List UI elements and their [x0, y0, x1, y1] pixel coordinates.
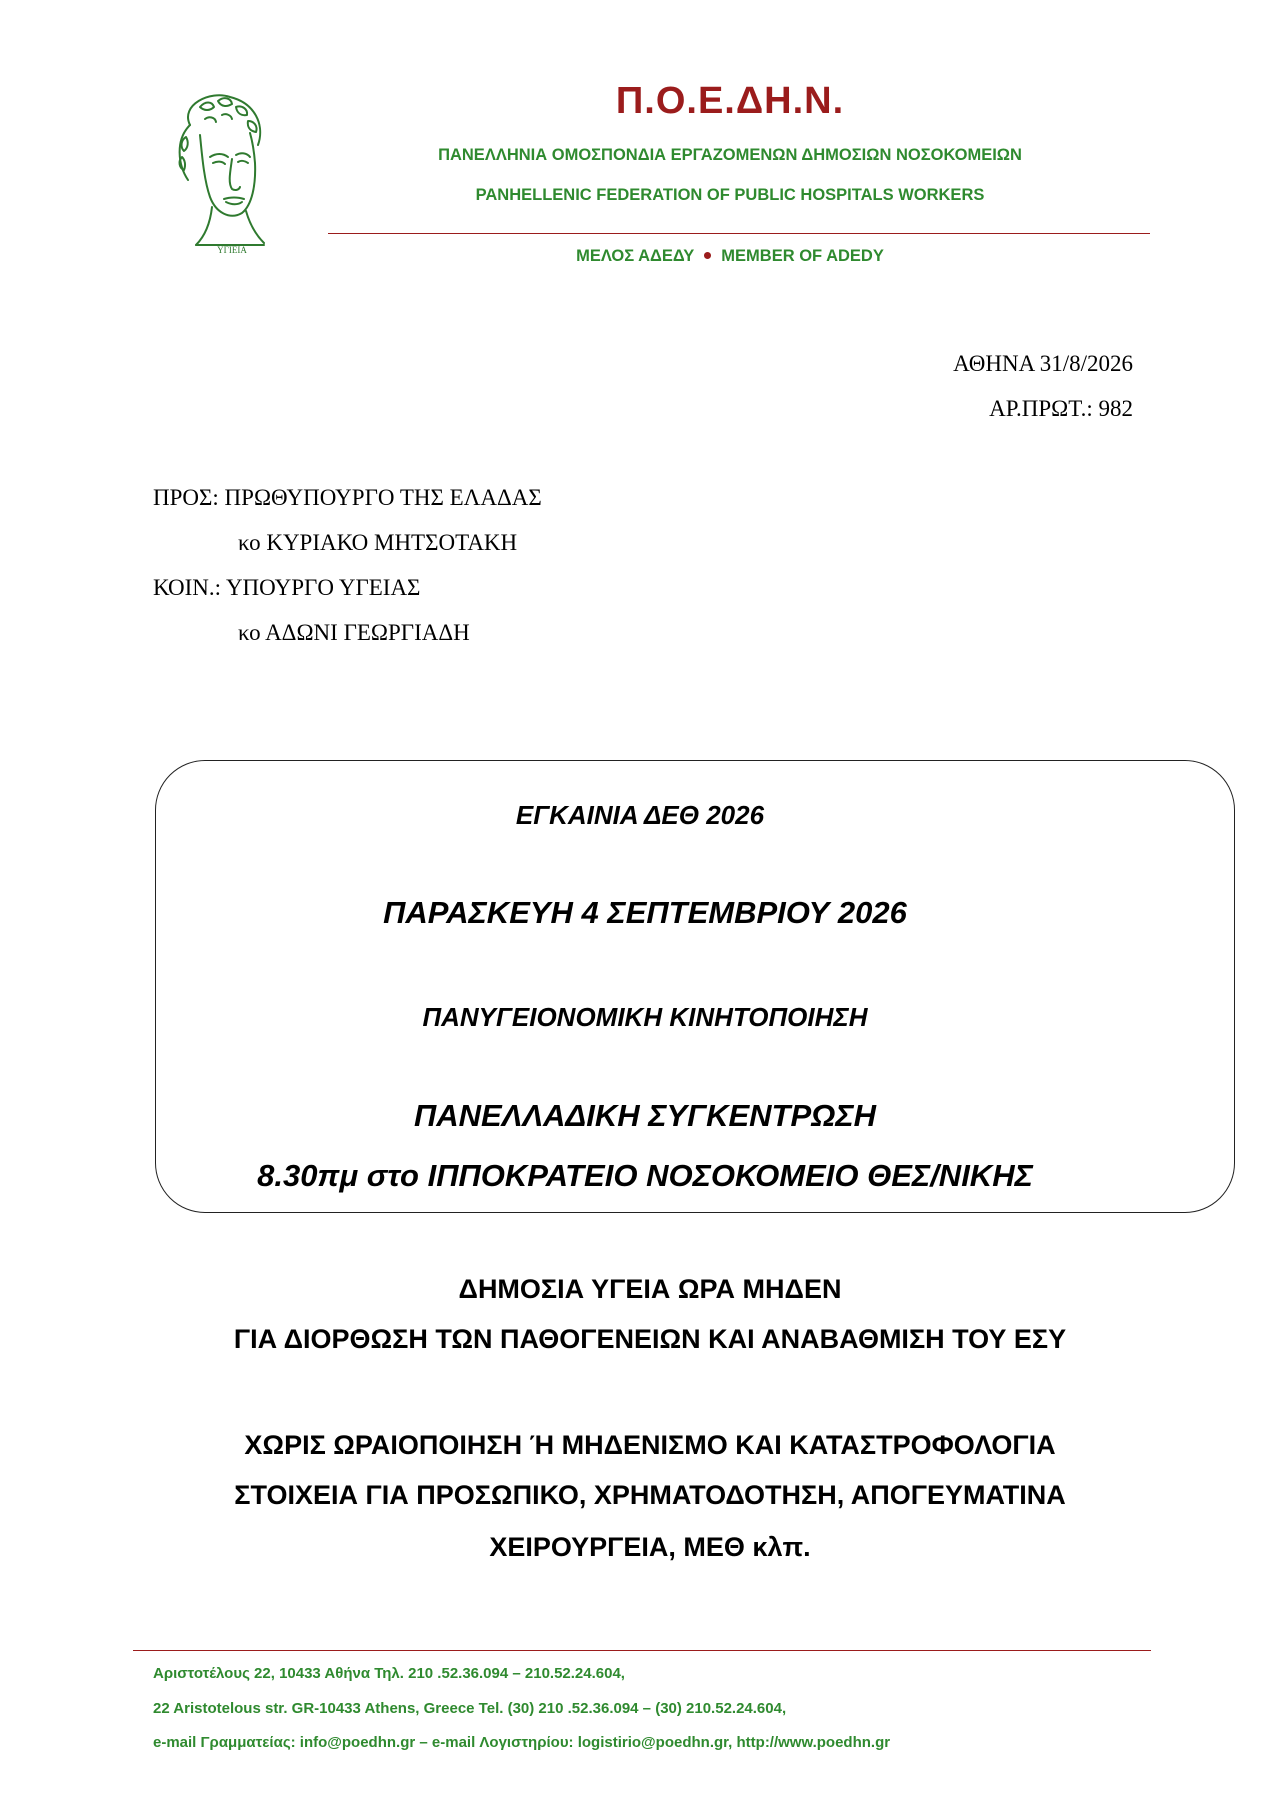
recipient-cc: ΚΟΙΝ.: ΥΠΟΥΡΓΟ ΥΓΕΙΑΣ	[153, 575, 421, 600]
body-heading-1: ΔΗΜΟΣΙΑ ΥΓΕΙΑ ΩΡΑ ΜΗΔΕΝ	[458, 1274, 842, 1304]
header-divider	[328, 233, 1150, 234]
event-title: ΕΓΚΑΙΝΙΑ ΔΕΘ 2026	[515, 800, 765, 830]
body-heading-4: ΣΤΟΙΧΕΙΑ ΓΙΑ ΠΡΟΣΩΠΙΚΟ, ΧΡΗΜΑΤΟΔΟΤΗΣΗ, ΑΠΟΓΕΥΜΑΤΙΝΑ	[234, 1480, 1066, 1510]
footer-divider	[133, 1650, 1151, 1651]
hygeia-head-icon	[160, 85, 280, 255]
body-heading-5: ΧΕΙΡΟΥΡΓΕΙΑ, ΜΕΘ κλπ.	[489, 1532, 811, 1562]
event-rally: ΠΑΝΕΛΛΑΔΙΚΗ ΣΥΓΚΕΝΤΡΩΣΗ	[413, 1098, 877, 1133]
recipient-cc-name: κο ΑΔΩΝΙ ΓΕΩΡΓΙΑΔΗ	[238, 620, 470, 645]
footer-address-english: 22 Aristotelous str. GR-10433 Athens, Greece Tel. (30) 210 .52.36.094 – (30) 210.52.24.604,	[153, 1700, 787, 1717]
document-date: ΑΘΗΝΑ 31/8/2026	[953, 351, 1133, 376]
bullet-dot-icon	[704, 252, 711, 259]
footer-address-greek: Αριστοτέλους 22, 10433 Αθήνα Τηλ. 210 .52.36.094 – 210.52.24.604,	[153, 1665, 625, 1682]
federation-logo	[160, 85, 280, 255]
body-heading-3: ΧΩΡΙΣ ΩΡΑΙΟΠΟΙΗΣΗ Ή ΜΗΔΕΝΙΣΜΟ ΚΑΙ ΚΑΤΑΣΤΡΟΦΟΛΟΓΙΑ	[244, 1430, 1056, 1460]
footer-contact: e-mail Γραμματείας: info@poedhn.gr – e-mail Λογιστηρίου: logistirio@poedhn.gr, http://www.poedhn.gr	[153, 1734, 891, 1751]
member-greek: ΜΕΛΟΣ ΑΔΕΔΥ	[576, 247, 695, 265]
recipient-to-name: κο ΚΥΡΙΑΚΟ ΜΗΤΣΟΤΑΚΗ	[238, 530, 518, 555]
logo-caption: ΥΓΙΕΙΑ	[217, 245, 247, 255]
membership-line	[330, 247, 1130, 266]
recipient-to: ΠΡΟΣ: ΠΡΩΘΥΠΟΥΡΓΟ ΤΗΣ ΕΛΑΔΑΣ	[153, 485, 542, 510]
member-english: MEMBER OF ADEDY	[721, 247, 884, 265]
org-name-english: PANHELLENIC FEDERATION OF PUBLIC HOSPITALS WORKERS	[475, 186, 985, 204]
event-mobilization: ΠΑΝΥΓΕΙΟΝΟΜΙΚΗ ΚΙΝΗΤΟΠΟΙΗΣΗ	[422, 1002, 868, 1032]
org-title: Π.Ο.Ε.ΔΗ.Ν.	[615, 80, 845, 122]
event-date: ΠΑΡΑΣΚΕΥΗ 4 ΣΕΠΤΕΜΒΡΙΟΥ 2026	[383, 895, 907, 930]
event-location: 8.30πμ στο ΙΠΠΟΚΡΑΤΕΙΟ ΝΟΣΟΚΟΜΕΙΟ ΘΕΣ/ΝΙΚΗΣ	[257, 1158, 1033, 1193]
protocol-number: ΑΡ.ΠΡΩΤ.: 982	[989, 396, 1133, 421]
body-heading-2: ΓΙΑ ΔΙΟΡΘΩΣΗ ΤΩΝ ΠΑΘΟΓΕΝΕΙΩΝ ΚΑΙ ΑΝΑΒΑΘΜΙΣΗ ΤΟΥ ΕΣΥ	[233, 1324, 1067, 1354]
org-name-greek: ΠΑΝΕΛΛΗΝΙΑ ΟΜΟΣΠΟΝΔΙΑ ΕΡΓΑΖΟΜΕΝΩΝ ΔΗΜΟΣΙΩΝ ΝΟΣΟΚΟΜΕΙΩΝ	[438, 146, 1022, 164]
